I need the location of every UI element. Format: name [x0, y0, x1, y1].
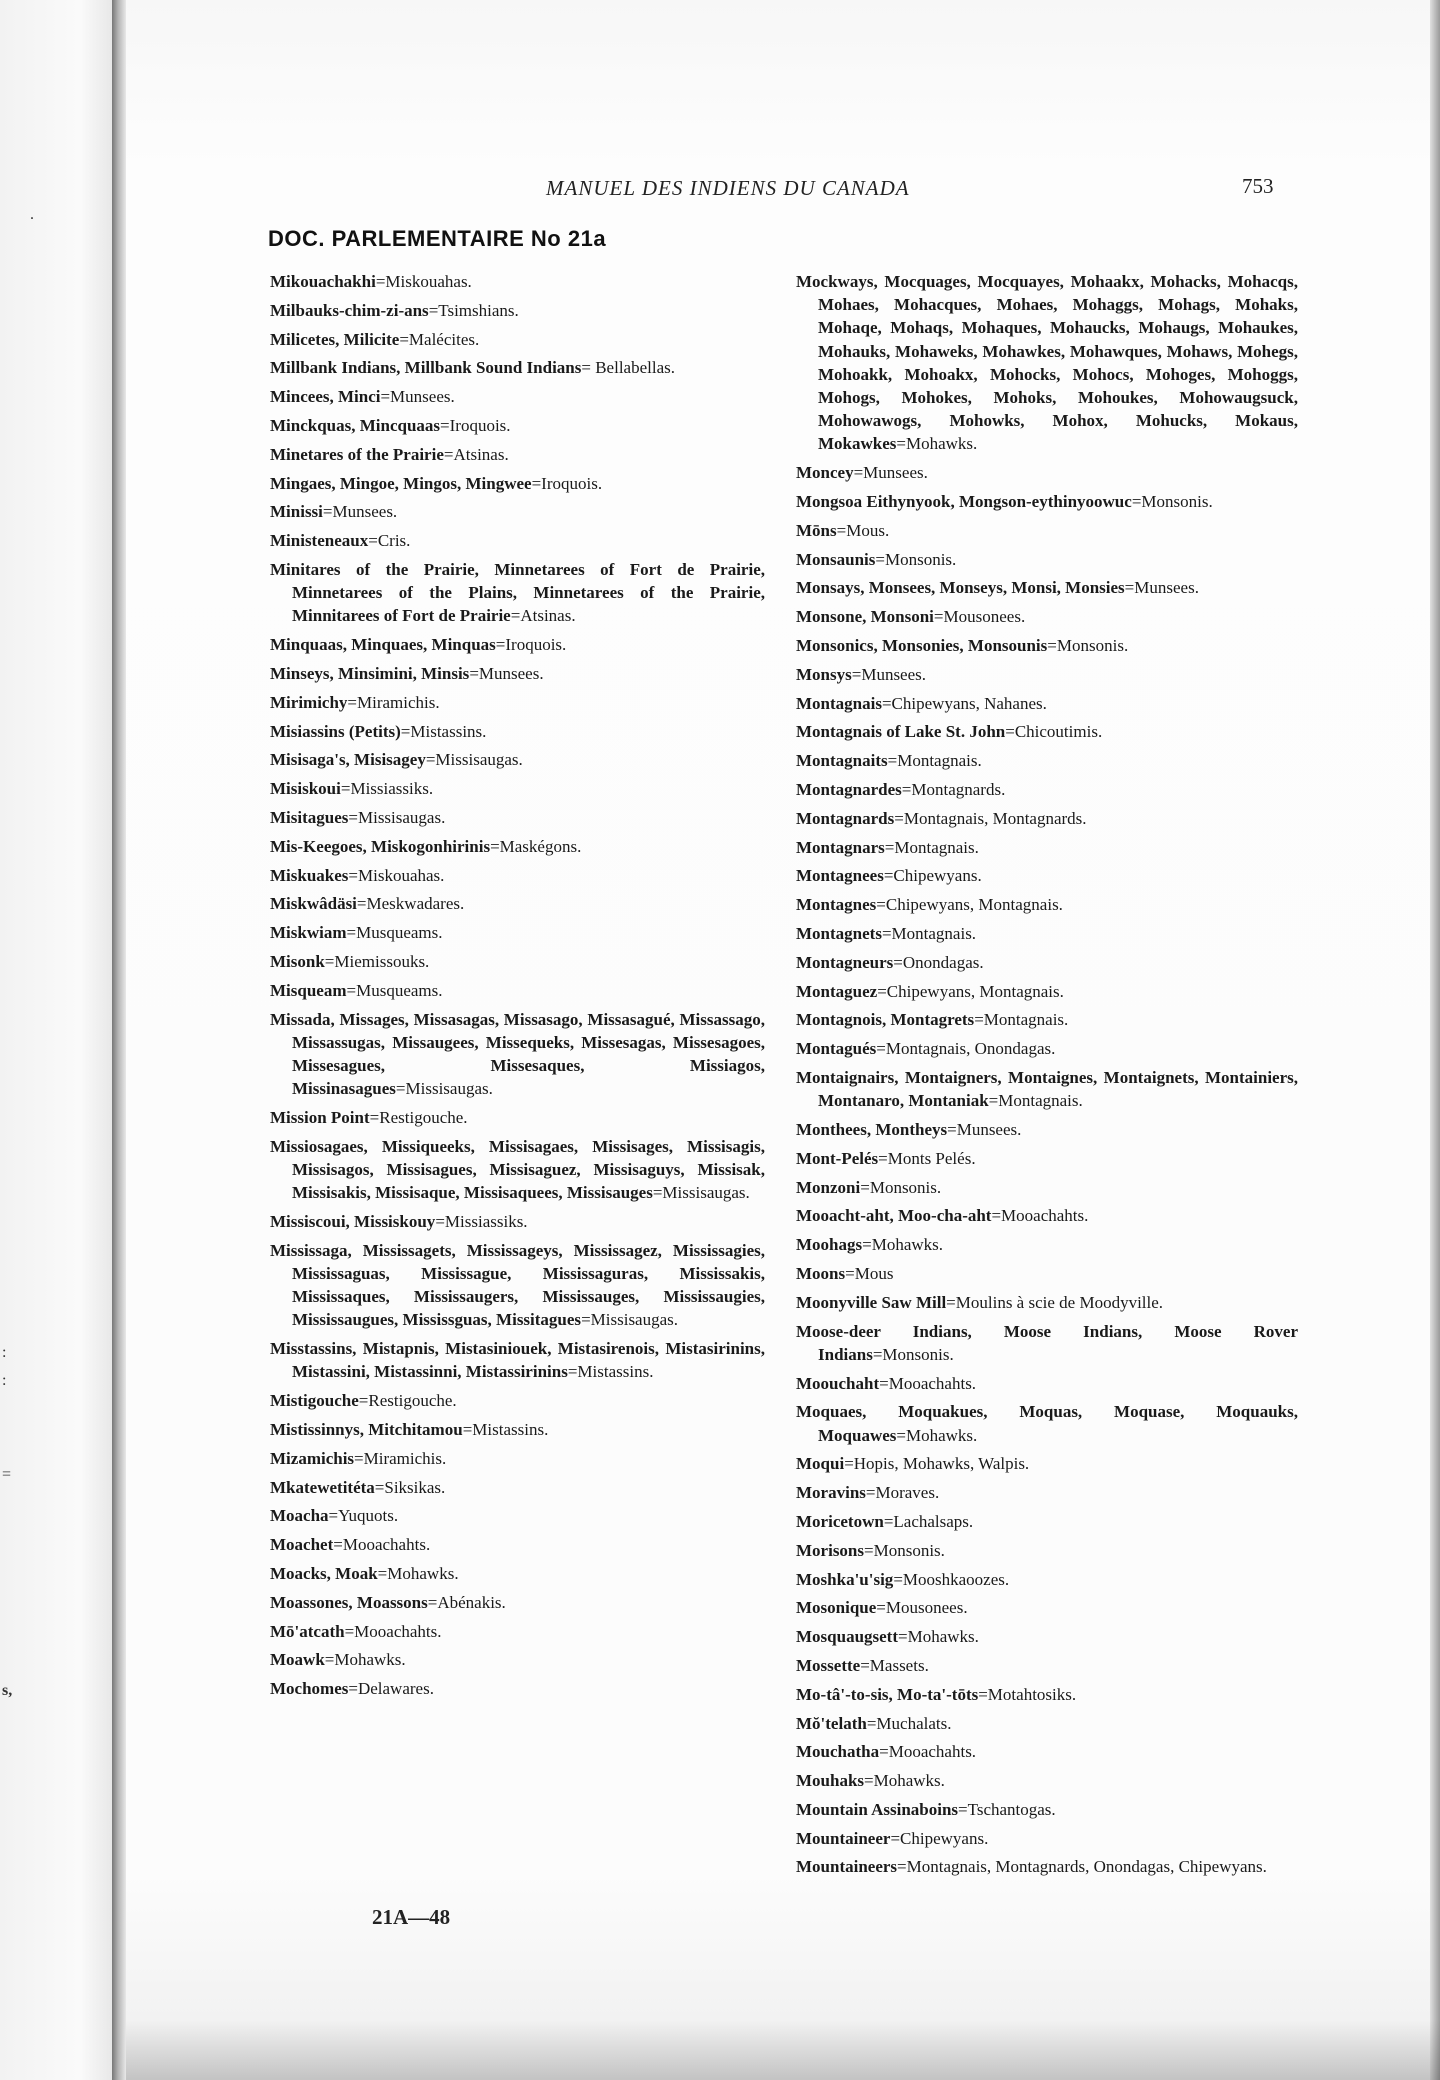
- dictionary-entry: [796, 1037, 1298, 1060]
- dictionary-entry: [270, 558, 765, 628]
- entry-headword: Montagnais of Lake St. John: [796, 722, 1006, 742]
- entry-headword: Mincees, Minci: [270, 387, 381, 407]
- entry-headword: Monsays, Monsees, Monseys, Monsi, Monsies: [796, 578, 1125, 598]
- entry-definition: =Monsonis.: [860, 1177, 942, 1197]
- dictionary-entry: [796, 922, 1298, 945]
- entry-definition: =Restigouche.: [358, 1391, 457, 1411]
- entry-headword: Mossette: [796, 1655, 861, 1675]
- entry-definition: =Mistassins.: [567, 1362, 654, 1382]
- entry-definition: =Montagnais.: [881, 923, 977, 943]
- entry-definition: =Montagnais, Montagnards, Onondagas, Chipewyans.: [897, 1857, 1267, 1877]
- entry-headword: Montagnets: [796, 923, 882, 943]
- entry-definition: =Abénakis.: [427, 1592, 506, 1612]
- dictionary-entry: [270, 662, 765, 685]
- entry-headword: Mooacht-aht, Moo-cha-aht: [796, 1206, 992, 1226]
- dictionary-entry: [270, 1008, 765, 1101]
- entry-definition: =Monts Pelés.: [878, 1148, 976, 1168]
- entry-headword: Mont-Pelés: [796, 1148, 879, 1168]
- dictionary-entry: [796, 663, 1298, 686]
- dictionary-entry: [796, 1769, 1298, 1792]
- entry-definition: =Mousonees.: [876, 1598, 968, 1618]
- entry-headword: Minckquas, Mincquaas: [270, 415, 441, 435]
- dictionary-entry: [796, 1740, 1298, 1763]
- left-column: [270, 270, 765, 1706]
- entry-definition: =Mooshkaoozes.: [893, 1569, 1010, 1589]
- dictionary-entry: [796, 864, 1298, 887]
- entry-definition: =Mohawks.: [862, 1235, 944, 1255]
- dictionary-entry: [796, 720, 1298, 743]
- dictionary-entry: [796, 1147, 1298, 1170]
- entry-headword: Misstassins, Mistapnis, Mistasiniouek, Mistasirenois, Mistasirinins, Mistassini, Mistassinni, Mistassirinins: [270, 1339, 765, 1382]
- entry-headword: Minseys, Minsimini, Minsis: [270, 663, 470, 683]
- dictionary-entry: [270, 299, 765, 322]
- entry-headword: Mongsoa Eithynyook, Mongson-eythinyoowuc: [796, 492, 1132, 512]
- entry-definition: =Iroquois.: [495, 635, 567, 655]
- page-number: 753: [1242, 174, 1274, 198]
- entry-headword: Minquaas, Minquaes, Minquas: [270, 635, 496, 655]
- entry-headword: Montagnais: [796, 693, 882, 713]
- dictionary-entry: [796, 1654, 1298, 1677]
- dictionary-entry: [796, 1596, 1298, 1619]
- entry-definition: =Musqueams.: [346, 923, 443, 943]
- entry-headword: Moassones, Moassons: [270, 1592, 428, 1612]
- entry-definition: =Atsinas.: [510, 606, 576, 626]
- entry-definition: =Miskouahas.: [375, 272, 472, 291]
- entry-headword: Montaignairs, Montaigners, Montaignes, Montaignets, Montainiers, Montanaro, Montaniak: [796, 1067, 1298, 1111]
- dictionary-entry: [270, 1476, 765, 1499]
- entry-headword: Mingaes, Mingoe, Mingos, Mingwee: [270, 473, 532, 493]
- entry-headword: Misisaga's, Misisagey: [270, 750, 426, 770]
- entry-headword: Misonk: [270, 951, 325, 971]
- entry-headword: Mosquaugsett: [796, 1627, 899, 1647]
- entry-definition: =Malécites.: [399, 329, 480, 349]
- entry-definition: =Mous: [845, 1263, 894, 1283]
- dictionary-entry: [796, 605, 1298, 628]
- entry-headword: Moachet: [270, 1535, 334, 1555]
- dictionary-entry: [796, 1400, 1298, 1446]
- entry-definition: =Monsonis.: [875, 549, 957, 569]
- entry-definition: =Mooachahts.: [344, 1621, 442, 1641]
- entry-definition: =Miramichis.: [354, 1448, 447, 1468]
- entry-definition: =Chicoutimis.: [1005, 722, 1103, 742]
- dictionary-entry: [796, 1798, 1298, 1821]
- dictionary-entry: [796, 1233, 1298, 1256]
- entry-definition: =Iroquois.: [440, 415, 511, 435]
- entry-headword: Mouchatha: [796, 1742, 880, 1762]
- entry-headword: Mockways, Mocquages, Mocquayes, Mohaakx, Mohacks, Mohacqs, Mohaes, Mohacques, Mohaes, Mohaggs, Mohags, Mohaks, Mohaqe, Mohaqs, Mohaques, Mohaucks, Mohaugs, Mohaukes, Mohauks, Mohaweks, Mohawkes, Mohawques, Mohaws, Mohegs, Mohoakk, Mohoakx, Mohocks, Mohocs, Mohoges, Mohoggs, Mohogs, Mohokes, Mohoks, Mohoukes, Mohowaugsuck, Mohowawogs, Mohowks, Mohox, Mohucks, Mokaus, Mokawkes: [796, 272, 1298, 454]
- dictionary-entry: [270, 892, 765, 915]
- dictionary-entry: [270, 979, 765, 1002]
- entry-definition: =Mousonees.: [933, 607, 1026, 627]
- entry-definition: =Munsees.: [380, 387, 455, 407]
- dictionary-entry: [796, 461, 1298, 484]
- dictionary-entry: [796, 1683, 1298, 1706]
- entry-headword: Mountain Assinaboins: [796, 1799, 959, 1819]
- dictionary-entry: [796, 1118, 1298, 1141]
- entry-definition: =Mistassins.: [462, 1419, 549, 1439]
- entry-headword: Minissi: [270, 502, 323, 522]
- entry-definition: =Missisaugas.: [581, 1310, 679, 1330]
- entry-definition: =Missisaugas.: [395, 1079, 493, 1099]
- entry-definition: =Mooachahts.: [879, 1373, 977, 1393]
- dictionary-entry: [796, 980, 1298, 1003]
- entry-headword: Moqui: [796, 1454, 845, 1474]
- entry-definition: =Mous.: [836, 520, 890, 540]
- entry-definition: =Montagnais, Onondagas.: [876, 1039, 1056, 1059]
- entry-definition: =Delawares.: [348, 1679, 434, 1699]
- binding-shadow: [112, 0, 126, 2080]
- entry-headword: Moncey: [796, 463, 854, 483]
- entry-headword: Mouhaks: [796, 1771, 865, 1791]
- running-title: MANUEL DES INDIENS DU CANADA: [546, 176, 910, 200]
- dictionary-entry: [796, 1008, 1298, 1031]
- entry-definition: =Mohawks.: [864, 1771, 945, 1791]
- dictionary-entry: [796, 1568, 1298, 1591]
- margin-mark: :: [2, 1344, 7, 1361]
- entry-headword: Missiosagaes, Missiqueeks, Missisagaes, Missisages, Missisagis, Missisagos, Missisagues, Missisaguez, Missisaguys, Missisak, Missisakis, Missisaque, Missisaquees, Missisauges: [270, 1136, 765, 1203]
- entry-headword: Moouchaht: [796, 1373, 880, 1393]
- dictionary-entry: [796, 893, 1298, 916]
- entry-definition: =Mooachahts.: [333, 1535, 431, 1555]
- entry-definition: =Hopis, Mohawks, Walpis.: [844, 1454, 1030, 1474]
- margin-mark: =: [2, 1466, 12, 1483]
- entry-headword: Misqueam: [270, 980, 347, 1000]
- dictionary-entry: [796, 576, 1298, 599]
- facing-page-margin: [0, 0, 115, 2080]
- entry-headword: Moshka'u'sig: [796, 1569, 894, 1589]
- entry-definition: =Montagnards.: [901, 779, 1006, 799]
- entry-headword: Milbauks-chim-zi-ans: [270, 300, 429, 320]
- entry-definition: =Muchalats.: [866, 1713, 952, 1733]
- entry-headword: Montagués: [796, 1039, 877, 1059]
- entry-headword: Misiassins (Petits): [270, 721, 401, 741]
- entry-definition: =Missisaugas.: [652, 1183, 750, 1203]
- entry-definition: =Munsees.: [947, 1119, 1022, 1139]
- dictionary-entry: [270, 633, 765, 656]
- dictionary-entry: [796, 749, 1298, 772]
- dictionary-entry: [270, 1106, 765, 1129]
- dictionary-entry: [796, 1510, 1298, 1533]
- entry-definition: =Chipewyans, Nahanes.: [881, 693, 1047, 713]
- entry-headword: Mizamichis: [270, 1448, 355, 1468]
- entry-headword: Montagneurs: [796, 952, 894, 972]
- dictionary-entry: [270, 777, 765, 800]
- entry-definition: =Moraves.: [865, 1483, 940, 1503]
- entry-headword: Miskwiam: [270, 923, 347, 943]
- entry-headword: Mistigouche: [270, 1391, 359, 1411]
- entry-definition: =Atsinas.: [443, 444, 509, 464]
- entry-headword: Moquaes, Moquakues, Moquas, Moquase, Moquauks, Moquawes: [796, 1402, 1298, 1445]
- dictionary-entry: [270, 748, 765, 771]
- dictionary-entry: [796, 1291, 1298, 1314]
- margin-mark: s,: [2, 1682, 13, 1699]
- dictionary-entry: [270, 1389, 765, 1412]
- entry-definition: =Restigouche.: [369, 1107, 468, 1127]
- entry-definition: =Mooachahts.: [879, 1742, 977, 1762]
- margin-mark: .: [30, 206, 34, 223]
- entry-definition: =Miemissouks.: [324, 951, 430, 971]
- entry-definition: =Miskouahas.: [348, 865, 445, 885]
- entry-definition: =Munsees.: [469, 663, 544, 683]
- entry-headword: Missiscoui, Missiskouy: [270, 1211, 436, 1231]
- dictionary-entry: [270, 500, 765, 523]
- dictionary-entry: [796, 1625, 1298, 1648]
- dictionary-entry: [270, 1533, 765, 1556]
- dictionary-entry: [270, 1210, 765, 1233]
- dictionary-entry: [796, 1481, 1298, 1504]
- entry-headword: Miskuakes: [270, 865, 349, 885]
- dictionary-entry: [796, 519, 1298, 542]
- entry-headword: Missada, Missages, Missasagas, Missasago, Missasagué, Missassago, Missassugas, Missaugees, Missequeks, Missesagas, Missesagoes, Missesagues, Missesaques, Missiagos, Missinasagues: [270, 1009, 765, 1099]
- entry-headword: Miskwâdäsi: [270, 894, 357, 914]
- entry-headword: Mōns: [796, 520, 837, 540]
- dictionary-entry: [270, 1135, 765, 1205]
- entry-headword: Monsonics, Monsonies, Monsounis: [796, 636, 1048, 655]
- entry-headword: Ministeneaux: [270, 531, 369, 551]
- dictionary-entry: [796, 1452, 1298, 1475]
- entry-headword: Moacks, Moak: [270, 1563, 378, 1583]
- entry-definition: =Monsonis.: [1047, 636, 1129, 655]
- margin-mark: :: [2, 1372, 7, 1389]
- dictionary-entry: [270, 1239, 765, 1332]
- dictionary-entry: [270, 1337, 765, 1383]
- signature-mark: 21A—48: [372, 1905, 451, 1929]
- entry-definition: =Onondagas.: [893, 952, 984, 972]
- entry-headword: Moose-deer Indians, Moose Indians, Moose Rover Indians: [796, 1321, 1298, 1364]
- entry-definition: =Munsees.: [851, 664, 927, 684]
- entry-headword: Mosonique: [796, 1598, 877, 1618]
- dictionary-entry: [796, 1262, 1298, 1285]
- entry-headword: Montagnards: [796, 808, 895, 828]
- entry-definition: =Chipewyans, Montagnais.: [877, 981, 1064, 1001]
- entry-headword: Mo-tâ'-to-sis, Mo-ta'-tōts: [796, 1684, 979, 1704]
- entry-headword: Monsone, Monsoni: [796, 607, 934, 627]
- dictionary-entry: [270, 835, 765, 858]
- dictionary-entry: [796, 270, 1298, 456]
- entry-headword: Montagnois, Montagrets: [796, 1010, 975, 1030]
- dictionary-entry: [270, 356, 765, 379]
- dictionary-entry: [270, 720, 765, 743]
- entry-definition: =Munsees.: [322, 502, 398, 522]
- dictionary-entry: [270, 1504, 765, 1527]
- entry-headword: Montagnees: [796, 866, 884, 886]
- entry-definition: =Mohawks.: [324, 1650, 406, 1670]
- entry-headword: Monzoni: [796, 1177, 861, 1197]
- entry-definition: =Missisaugas.: [425, 750, 523, 770]
- entry-definition: =Siksikas.: [374, 1477, 446, 1497]
- dictionary-entry: [270, 1591, 765, 1614]
- entry-definition: =Montagnais.: [974, 1010, 1069, 1030]
- dictionary-entry: [270, 1418, 765, 1441]
- entry-headword: Montagnaits: [796, 751, 888, 771]
- entry-definition: =Meskwadares.: [356, 894, 465, 914]
- entry-headword: Millbank Indians, Millbank Sound Indians: [270, 358, 582, 378]
- entry-definition: =Monsonis.: [872, 1344, 954, 1364]
- entry-headword: Mississaga, Mississagets, Mississageys, Mississagez, Mississagies, Mississaguas, Mississague, Mississaguras, Mississakis, Mississaques, Mississaugers, Mississauges, Mississaugies, Mississaugues, Mississguas, Missitagues: [270, 1240, 765, 1330]
- entry-definition: =Mohawks.: [377, 1563, 459, 1583]
- entry-headword: Monsys: [796, 664, 852, 684]
- entry-definition: =Motahtosiks.: [978, 1684, 1077, 1704]
- dictionary-entry: [796, 778, 1298, 801]
- dictionary-entry: [270, 414, 765, 437]
- entry-headword: Montagnars: [796, 837, 885, 857]
- entry-definition: =Montagnais.: [887, 751, 982, 771]
- dictionary-entry: [270, 385, 765, 408]
- entry-headword: Milicetes, Milicite: [270, 329, 400, 349]
- dictionary-entry: [270, 864, 765, 887]
- entry-headword: Morisons: [796, 1540, 864, 1560]
- entry-definition: =Miramichis.: [347, 692, 440, 712]
- entry-definition: =Chipewyans.: [883, 866, 982, 886]
- entry-headword: Moawk: [270, 1650, 325, 1670]
- entry-definition: =Tsimshians.: [428, 300, 519, 320]
- entry-definition: =Iroquois.: [531, 473, 603, 493]
- entry-definition: =Missiassiks.: [340, 779, 434, 799]
- entry-headword: Moricetown: [796, 1511, 884, 1531]
- entry-definition: =Moulins à scie de Moodyville.: [946, 1292, 1164, 1312]
- entry-definition: =Mohawks.: [898, 1627, 979, 1647]
- entry-definition: =Massets.: [860, 1655, 929, 1675]
- dictionary-entry: [270, 1648, 765, 1671]
- dictionary-entry: [270, 921, 765, 944]
- entry-definition: =Missisaugas.: [348, 807, 446, 827]
- dictionary-entry: [270, 1677, 765, 1700]
- entry-definition: =Montagnais.: [988, 1091, 1083, 1111]
- dictionary-entry: [796, 1539, 1298, 1562]
- entry-definition: =Maskégons.: [490, 836, 582, 856]
- entry-headword: Misitagues: [270, 807, 349, 827]
- entry-headword: Moravins: [796, 1483, 866, 1503]
- dictionary-entry: [796, 1204, 1298, 1227]
- entry-headword: Mkatewetitéta: [270, 1477, 375, 1497]
- dictionary-entry: [796, 836, 1298, 859]
- dictionary-entry: [796, 634, 1298, 657]
- dictionary-entry: [796, 951, 1298, 974]
- dictionary-entry: [270, 806, 765, 829]
- entry-definition: =Munsees.: [853, 463, 928, 483]
- entry-headword: Minetares of the Prairie: [270, 444, 444, 464]
- entry-definition: =Chipewyans, Montagnais.: [876, 895, 1063, 915]
- dictionary-entry: [270, 950, 765, 973]
- entry-definition: =Musqueams.: [346, 980, 443, 1000]
- entry-headword: Moohags: [796, 1235, 863, 1255]
- entry-headword: Moacha: [270, 1506, 329, 1526]
- page-bottom-shadow: [126, 2020, 1440, 2080]
- entry-definition: =Chipewyans.: [890, 1828, 989, 1848]
- entry-definition: =Monsonis.: [1131, 492, 1213, 512]
- entry-headword: Monsaunis: [796, 549, 876, 569]
- entry-headword: Montagnardes: [796, 779, 902, 799]
- entry-definition: =Montagnais.: [884, 837, 979, 857]
- dictionary-entry: [796, 548, 1298, 571]
- dictionary-entry: [796, 1066, 1298, 1112]
- entry-definition: =Mohawks.: [896, 1425, 978, 1445]
- entry-definition: =Mistassins.: [400, 721, 487, 741]
- entry-headword: Moons: [796, 1263, 846, 1283]
- dictionary-entry: [796, 1320, 1298, 1366]
- dictionary-entry: [796, 1827, 1298, 1850]
- entry-definition: =Cris.: [368, 531, 411, 551]
- entry-definition: =Mooachahts.: [991, 1206, 1089, 1226]
- entry-headword: Mistissinnys, Mitchitamou: [270, 1419, 463, 1439]
- dictionary-entry: [796, 1712, 1298, 1735]
- dictionary-entry: [270, 443, 765, 466]
- entry-headword: Mis-Keegoes, Miskogonhirinis: [270, 836, 491, 856]
- dictionary-entry: [796, 1176, 1298, 1199]
- entry-definition: =Yuquots.: [328, 1506, 399, 1526]
- dictionary-entry: [270, 328, 765, 351]
- entry-headword: Mikouachakhi: [270, 272, 376, 291]
- entry-headword: Mirimichy: [270, 692, 348, 712]
- entry-headword: Montaguez: [796, 981, 878, 1001]
- entry-definition: =Mohawks.: [896, 434, 978, 454]
- dictionary-entry: [796, 692, 1298, 715]
- entry-headword: Moonyville Saw Mill: [796, 1292, 947, 1312]
- entry-definition: =Tschantogas.: [958, 1799, 1056, 1819]
- entry-headword: Mochomes: [270, 1679, 349, 1699]
- dictionary-entry: [270, 1620, 765, 1643]
- dictionary-entry: [270, 1562, 765, 1585]
- dictionary-entry: [796, 1855, 1298, 1878]
- entry-headword: Mŏ'telath: [796, 1713, 867, 1733]
- entry-definition: =Montagnais, Montagnards.: [894, 808, 1087, 828]
- dictionary-entry: [796, 1372, 1298, 1395]
- entry-headword: Minitares of the Prairie, Minnetarees of Fort de Prairie, Minnetarees of the Plains, Minnetarees of the Prairie, Minnitarees of Fort de Prairie: [270, 559, 765, 626]
- entry-definition: =Munsees.: [1124, 578, 1199, 598]
- entry-headword: Mō'atcath: [270, 1621, 345, 1641]
- entry-headword: Misiskoui: [270, 779, 341, 799]
- dictionary-entry: [270, 1447, 765, 1470]
- entry-definition: =Monsonis.: [864, 1540, 945, 1560]
- entry-headword: Monthees, Montheys: [796, 1119, 948, 1139]
- entry-headword: Mountaineer: [796, 1828, 891, 1848]
- dictionary-entry: [796, 807, 1298, 830]
- entry-definition: = Bellabellas.: [581, 358, 675, 378]
- right-column: [796, 270, 1298, 1884]
- entry-headword: Montagnes: [796, 895, 877, 915]
- dictionary-entry: [270, 270, 765, 293]
- document-label: DOC. PARLEMENTAIRE No 21a: [268, 226, 607, 251]
- page-edge-shadow: [1430, 0, 1440, 2080]
- dictionary-entry: [270, 472, 765, 495]
- dictionary-entry: [270, 529, 765, 552]
- entry-definition: =Lachalsaps.: [883, 1511, 974, 1531]
- dictionary-entry: [796, 490, 1298, 513]
- entry-definition: =Missiassiks.: [435, 1211, 528, 1231]
- entry-headword: Mountaineers: [796, 1857, 898, 1877]
- entry-headword: Mission Point: [270, 1107, 370, 1127]
- dictionary-entry: [270, 691, 765, 714]
